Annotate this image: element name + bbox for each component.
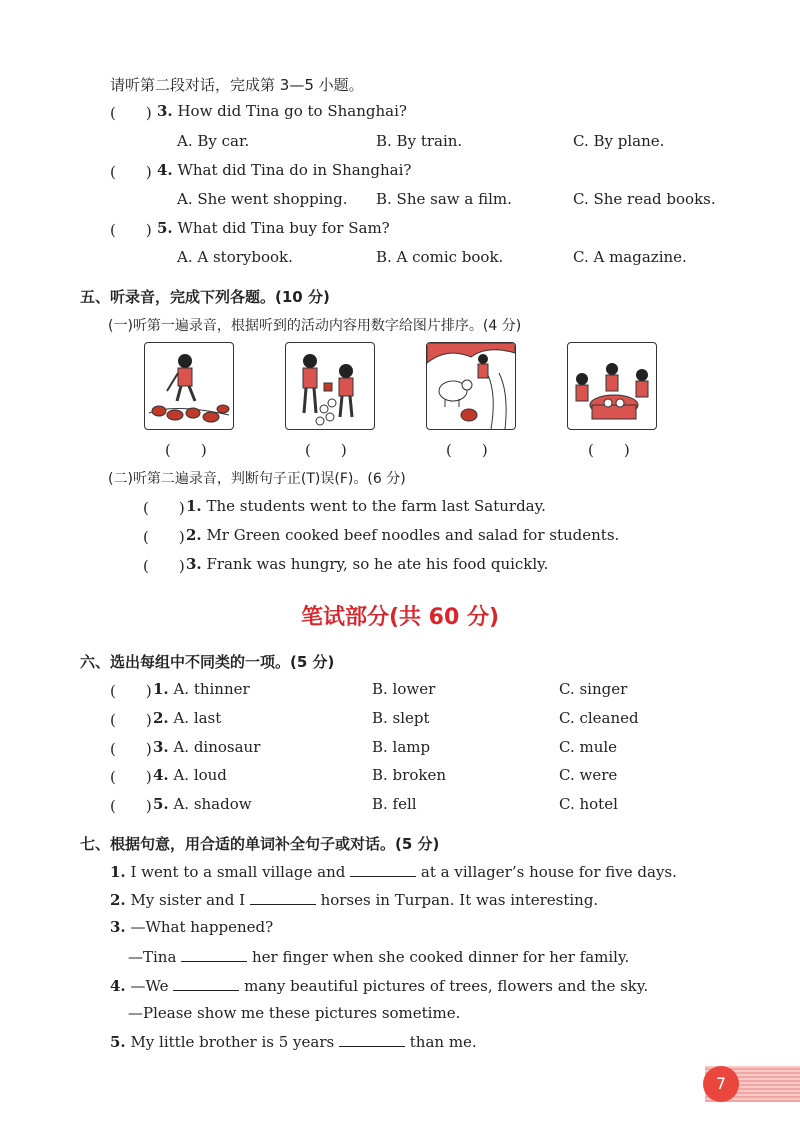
fill-blank-item-3-answer: —Tina her finger when she cooked dinner for her family. <box>128 948 630 966</box>
watering-flowers-picture <box>285 342 375 430</box>
option-c: C. mule <box>559 738 618 756</box>
option-a: 3. A. dinosaur <box>153 738 261 756</box>
option-a: 1. A. thinner <box>153 680 250 698</box>
statement-text: 3. Frank was hungry, so he ate his food quickly. <box>186 555 549 573</box>
answer-paren[interactable]: ( ) <box>143 557 185 575</box>
option-b: B. lower <box>372 680 436 698</box>
option-c: C. cleaned <box>559 709 639 727</box>
section-7-title: 七、根据句意，用合适的单词补全句子或对话。(5 分) <box>80 835 440 853</box>
option-b: B. She saw a film. <box>376 190 512 208</box>
section-5-part1-instruction: (一)听第一遍录音，根据听到的活动内容用数字给图片排序。(4 分) <box>108 318 522 334</box>
option-a: A. She went shopping. <box>177 190 348 208</box>
answer-paren[interactable]: ( ) <box>110 740 152 758</box>
section-5-part2-instruction: (二)听第二遍录音，判断句子正(T)误(F)。(6 分) <box>108 471 406 487</box>
answer-paren[interactable]: ( ) <box>110 682 152 700</box>
answer-blank[interactable] <box>339 1032 405 1047</box>
statement-text: 2. Mr Green cooked beef noodles and salad for students. <box>186 526 620 544</box>
option-a: 2. A. last <box>153 709 222 727</box>
answer-paren[interactable]: ( ) <box>143 499 185 517</box>
section-6-title: 六、选出每组中不同类的一项。(5 分) <box>80 653 335 671</box>
option-c: C. She read books. <box>573 190 716 208</box>
option-b: B. broken <box>372 766 446 784</box>
statement-text: 1. The students went to the farm last Saturday. <box>186 497 546 515</box>
answer-paren[interactable]: ( ) <box>110 163 152 181</box>
answer-paren[interactable]: ( ) <box>110 797 152 815</box>
written-part-title: 笔试部分(共 60 分) <box>300 605 500 630</box>
instruction-q3-5: 请听第二段对话，完成第 3—5 小题。 <box>110 76 364 94</box>
picture-1-answer-paren[interactable]: ( ) <box>165 441 207 459</box>
answer-blank[interactable] <box>181 947 247 962</box>
question-text: 3. How did Tina go to Shanghai? <box>157 102 407 120</box>
family-dinner-picture <box>567 342 657 430</box>
section-5-title: 五、听录音，完成下列各题。(10 分) <box>80 288 330 306</box>
option-a: 5. A. shadow <box>153 795 252 813</box>
option-a: A. A storybook. <box>177 248 293 266</box>
option-a: A. By car. <box>177 132 250 150</box>
picture-2-answer-paren[interactable]: ( ) <box>305 441 347 459</box>
option-c: C. A magazine. <box>573 248 687 266</box>
picture-3-answer-paren[interactable]: ( ) <box>446 441 488 459</box>
option-c: C. singer <box>559 680 628 698</box>
answer-paren[interactable]: ( ) <box>110 768 152 786</box>
option-c: C. By plane. <box>573 132 665 150</box>
page-number: 7 <box>703 1066 739 1102</box>
option-a: 4. A. loud <box>153 766 227 784</box>
picture-4-answer-paren[interactable]: ( ) <box>588 441 630 459</box>
fill-blank-item-1: 1. I went to a small village and at a villager’s house for five days. <box>110 863 677 881</box>
fill-blank-item-3-question: 3. —What happened? <box>110 918 274 936</box>
answer-paren[interactable]: ( ) <box>143 528 185 546</box>
question-text: 5. What did Tina buy for Sam? <box>157 219 390 237</box>
fill-blank-item-4-reply: —Please show me these pictures sometime. <box>128 1004 461 1022</box>
option-b: B. lamp <box>372 738 431 756</box>
fill-blank-item-5: 5. My little brother is 5 years than me. <box>110 1033 477 1051</box>
answer-paren[interactable]: ( ) <box>110 104 152 122</box>
farm-animals-picture <box>426 342 516 430</box>
answer-blank[interactable] <box>173 976 239 991</box>
answer-paren[interactable]: ( ) <box>110 221 152 239</box>
option-b: B. slept <box>372 709 430 727</box>
question-text: 4. What did Tina do in Shanghai? <box>157 161 412 179</box>
option-b: B. fell <box>372 795 417 813</box>
answer-paren[interactable]: ( ) <box>110 711 152 729</box>
answer-blank[interactable] <box>350 862 416 877</box>
fill-blank-item-2: 2. My sister and I horses in Turpan. It was interesting. <box>110 891 599 909</box>
option-b: B. By train. <box>376 132 463 150</box>
answer-blank[interactable] <box>250 890 316 905</box>
option-c: C. hotel <box>559 795 618 813</box>
fill-blank-item-4: 4. —We many beautiful pictures of trees, flowers and the sky. <box>110 977 649 995</box>
pumpkin-picking-picture <box>144 342 234 430</box>
option-b: B. A comic book. <box>376 248 504 266</box>
option-c: C. were <box>559 766 618 784</box>
